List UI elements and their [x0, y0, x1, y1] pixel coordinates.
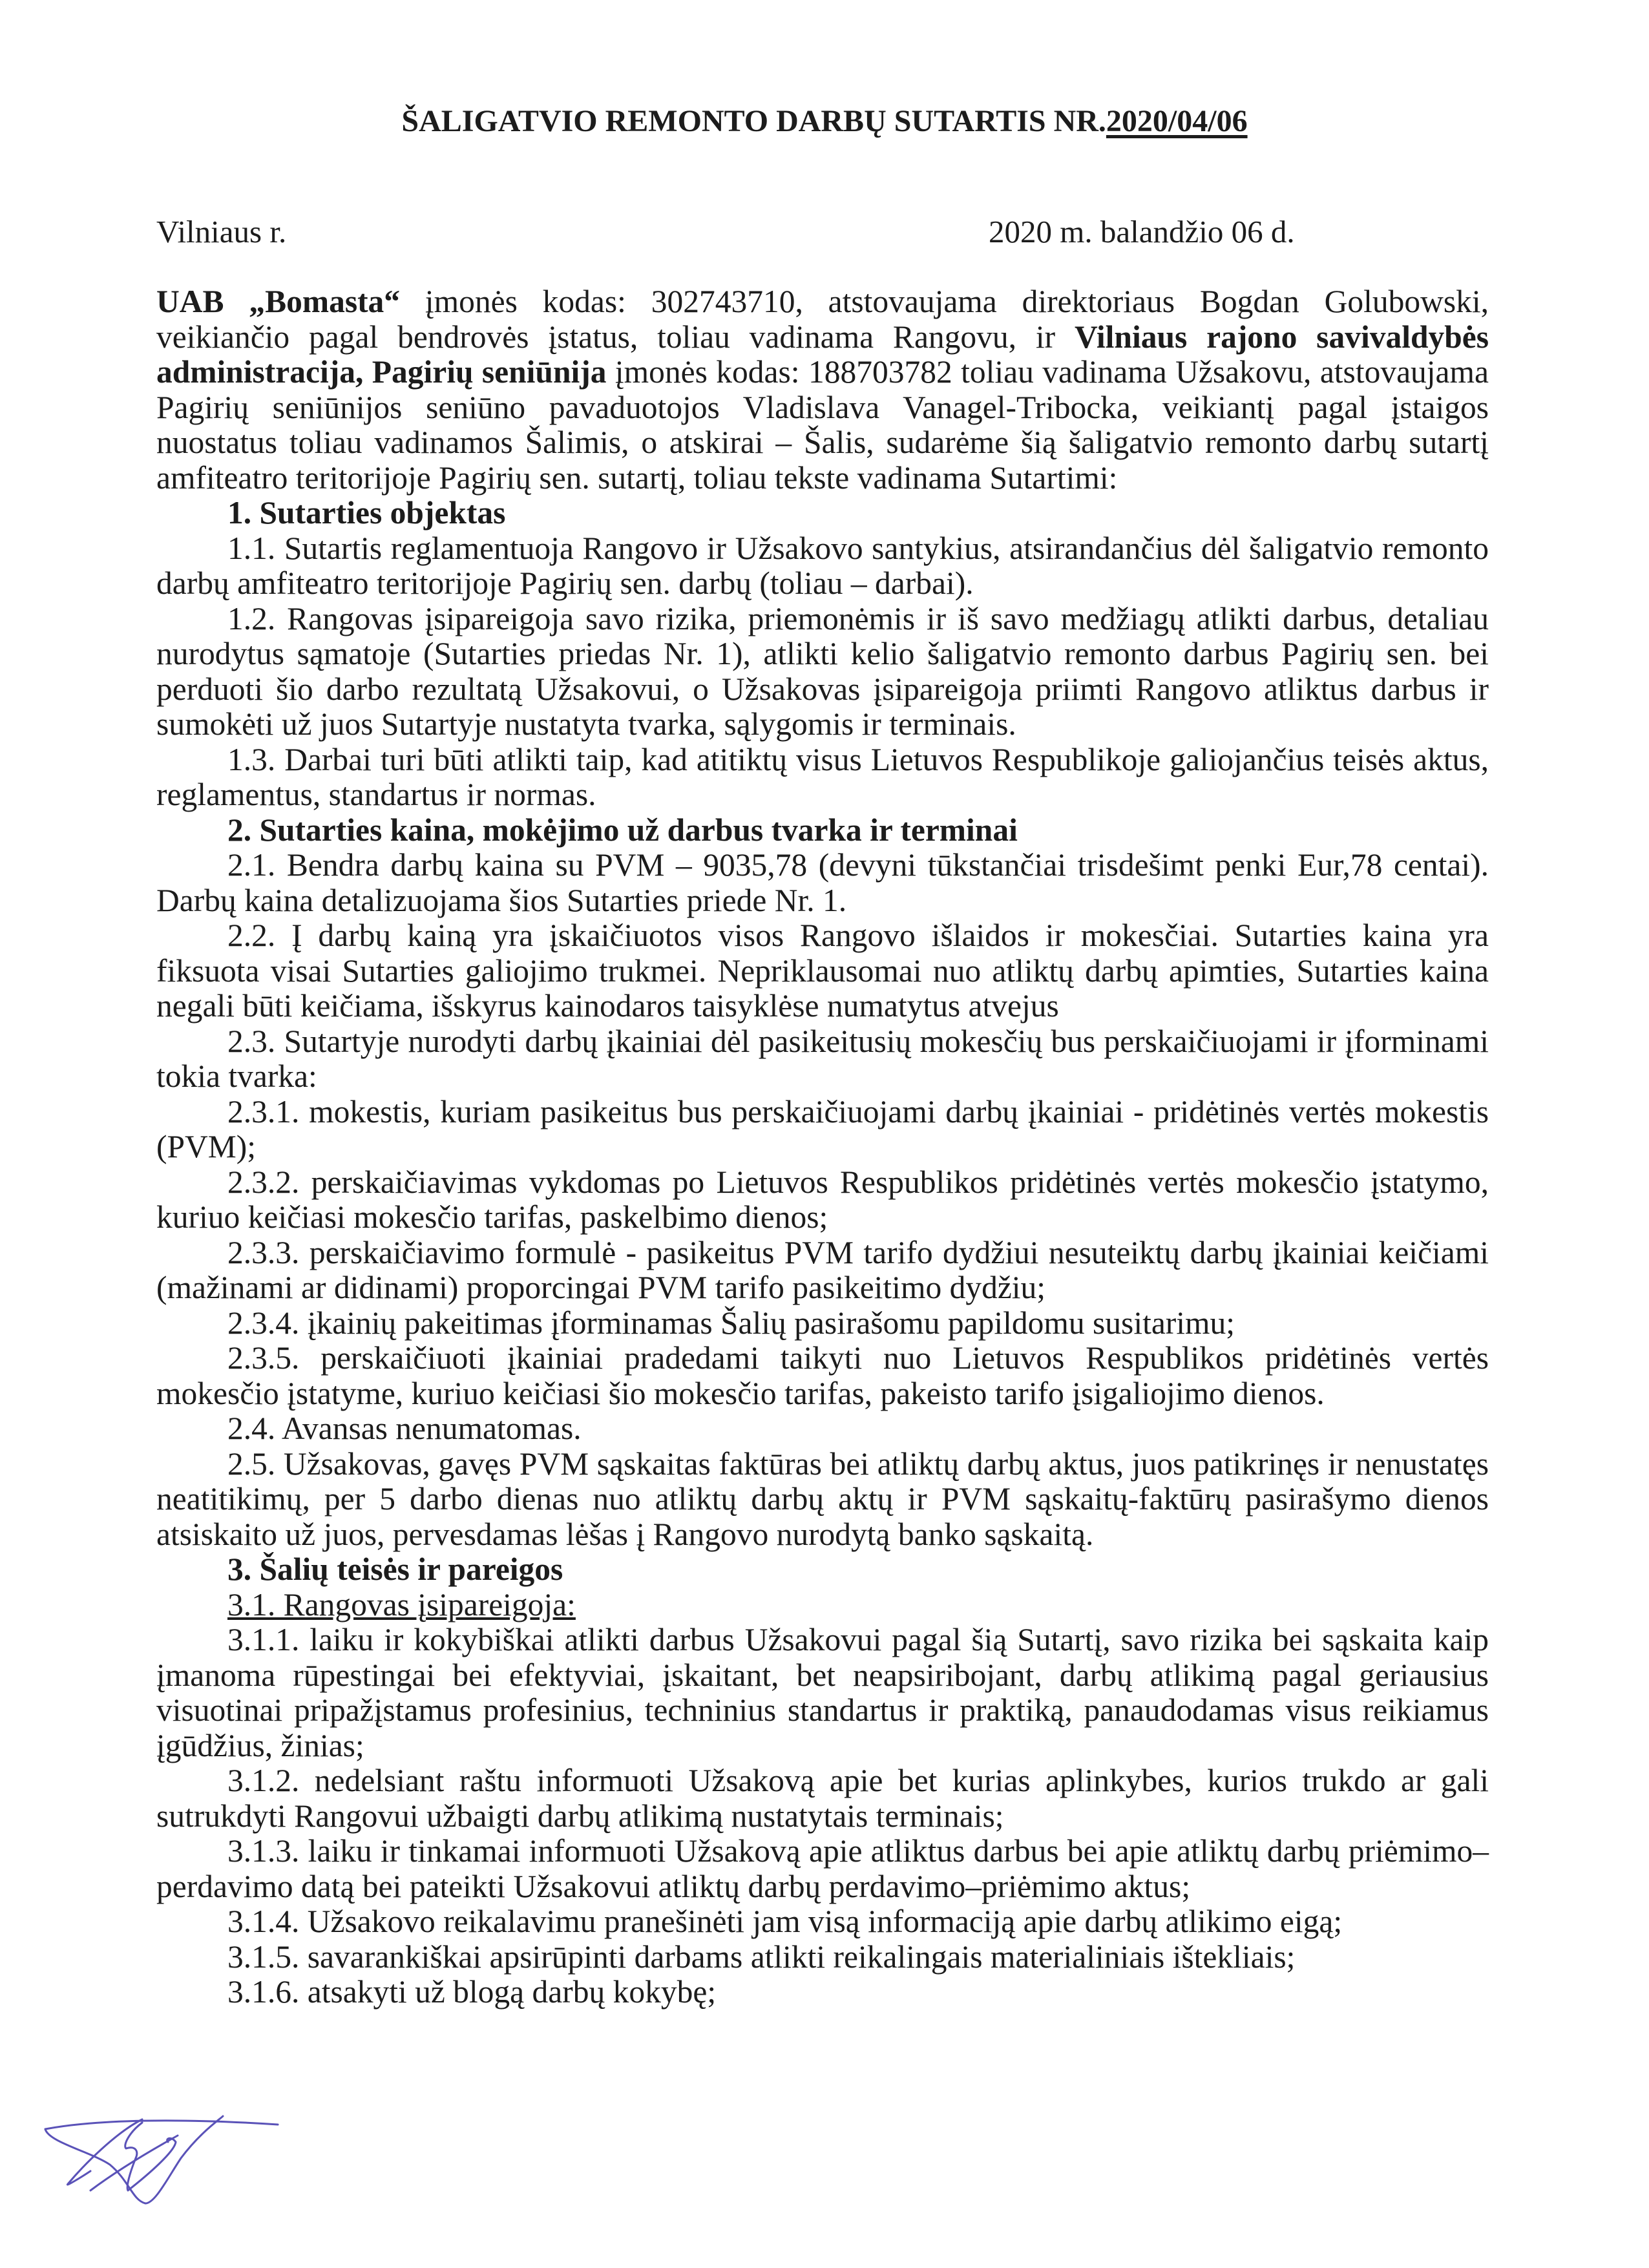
clause-paragraph: 2.3.1. mokestis, kuriam pasikeitus bus perskaičiuojami darbų įkainiai - pridėtinės vertės mokestis (PVM); [156, 1093, 1489, 1164]
clause-paragraph: 2.3.3. perskaičiavimo formulė - pasikeitus PVM tarifo dydžiui nesuteiktų darbų įkainiai keičiami (mažinami ar didinami) proporcingai PVM tarifo pasikeitimo dydžiu; [156, 1234, 1489, 1305]
clause-paragraph: 3.1.1. laiku ir kokybiškai atlikti darbus Užsakovui pagal šią Sutartį, savo rizika bei sąskaita kaip įmanoma rūpestingai bei efektyviai, įskaitant, bet neapsiribojant, darbų atlikimą pagal geriausius visuotinai pripažįstamus profesinius, techninius standartus ir praktiką, panaudodamas visus reikiamus įgūdžius, žinias; [156, 1622, 1489, 1763]
clause-paragraph: 1.1. Sutartis reglamentuoja Rangovo ir Užsakovo santykius, atsirandančius dėl šaligatvio remonto darbų amfiteatro teritorijoje Pagirių sen. darbų (toliau – darbai). [156, 530, 1489, 601]
clause-paragraph: 2.2. Į darbų kainą yra įskaičiuotos visos Rangovo išlaidos ir mokesčiai. Sutarties kaina yra fiksuota visai Sutarties galiojimo trukmei. Nepriklausomai nuo atliktų darbų apimties, Sutarties kaina negali būti keičiama, išskyrus kainodaros taisyklėse numatytus atvejus [156, 918, 1489, 1024]
section-heading: 1. Sutarties objektas [227, 495, 506, 530]
intro-text: įmonės kodas: 302743710, atstovaujama direktoriaus Bogdan Golubowski, veikiančio pagal bendrovės įstatus, toliau vadinama Rangovu, ir [156, 284, 1489, 355]
clause-paragraph: 2.1. Bendra darbų kaina su PVM – 9035,78 (devyni tūkstančiai trisdešimt penki Eur,78 centai). Darbų kaina detalizuojama šios Sutarties priede Nr. 1. [156, 847, 1489, 918]
clause-paragraph: 2.4. Avansas nenumatomas. [227, 1411, 582, 1446]
clause-paragraph: 3.1.3. laiku ir tinkamai informuoti Užsakovą apie atliktus darbus bei apie atliktų darbų priėmimo–perdavimo datą bei pateikti Užsakovui atliktų darbų perdavimo–priėmimo aktus; [156, 1833, 1489, 1904]
contractor-name: UAB „Bomasta“ [156, 284, 401, 319]
section-heading: 2. Sutarties kaina, mokėjimo už darbus tvarka ir terminai [227, 812, 1018, 848]
clause-paragraph: 2.5. Užsakovas, gavęs PVM sąskaitas faktūras bei atliktų darbų aktus, juos patikrinęs ir nenustatęs neatitikimų, per 5 darbo dienas nuo atliktų darbų aktų ir PVM sąskaitų-faktūrų pasirašymo dienos atsiskaito už juos, pervesdamas lėšas į Rangovo nurodytą banko sąskaitą. [156, 1445, 1489, 1552]
place: Vilniaus r. [156, 214, 287, 249]
clause-paragraph: 1.3. Darbai turi būti atlikti taip, kad atitiktų visus Lietuvos Respublikoje galiojančius teisės aktus, reglamentus, standartus ir normas. [156, 741, 1489, 812]
document-body [156, 284, 1489, 2010]
handwritten-signature [19, 2113, 291, 2216]
title-text: ŠALIGATVIO REMONTO DARBŲ SUTARTIS NR. [401, 104, 1106, 138]
clause-paragraph: 1.2. Rangovas įsipareigoja savo rizika, priemonėmis ir iš savo medžiagų atlikti darbus, detaliau nurodytus sąmatoje (Sutarties priedas Nr. 1), atlikti kelio šaligatvio remonto darbus Pagirių sen. bei perduoti šio darbo rezultatą Užsakovui, o Užsakovas įsipareigoja priimti Rangovo atliktus darbus ir sumokėti už juos Sutartyje nustatyta tvarka, sąlygomis ir terminais. [156, 600, 1489, 742]
section-heading: 3. Šalių teisės ir pareigos [227, 1551, 563, 1587]
clause-paragraph: 3.1.4. Užsakovo reikalavimu pranešinėti jam visą informaciją apie darbų atlikimo eigą; [227, 1904, 1343, 1939]
intro-paragraph [156, 284, 1489, 496]
clause-paragraph: 3.1.2. nedelsiant raštu informuoti Užsakovą apie bet kurias aplinkybes, kurios trukdo ar gali sutrukdyti Rangovui užbaigti darbų atlikimą nustatytais terminais; [156, 1763, 1489, 1834]
clause-paragraph: 3.1.6. atsakyti už blogą darbų kokybę; [227, 1974, 717, 2010]
client-name: Vilniaus rajono savivaldybės administracija, Pagirių seniūnija [156, 319, 1489, 390]
clause-paragraph: 3.1.5. savarankiškai apsirūpinti darbams atlikti reikalingais materialiniais ištekliais; [227, 1938, 1296, 1975]
clause-paragraph: 2.3. Sutartyje nurodyti darbų įkainiai dėl pasikeitusių mokesčių bus perskaičiuojami ir įforminami tokia tvarka: [156, 1023, 1489, 1094]
clause-paragraph: 2.3.4. įkainių pakeitimas įforminamas Šalių pasirašomu papildomu susitarimu; [227, 1305, 1235, 1341]
date: 2020 m. balandžio 06 d. [989, 214, 1295, 249]
clause-paragraph: 2.3.2. perskaičiavimas vykdomas po Lietuvos Respublikos pridėtinės vertės mokesčio įstatymo, kuriuo keičiasi mokesčio tarifas, paskelbimo dienos; [156, 1164, 1489, 1235]
contract-number: 2020/04/06 [1106, 104, 1248, 138]
document-title [0, 103, 1649, 139]
clause-paragraph: 2.3.5. perskaičiuoti įkainiai pradedami taikyti nuo Lietuvos Respublikos pridėtinės vertės mokesčio įstatyme, kuriuo keičiasi šio mokesčio tarifas, pakeisto tarifo įsigaliojimo dienos. [156, 1340, 1489, 1411]
subsection-heading: 3.1. Rangovas įsipareigoja: [227, 1586, 576, 1622]
intro-text: įmonės kodas: 188703782 toliau vadinama Užsakovu, atstovaujama Pagirių seniūnijos seniūno pavaduotojos Vladislava Vanagel-Tribocka, veikiantį pagal įstaigos nuostatus toliau vadinamos Šalimis, o atskirai – Šalis, sudarėme šią šaligatvio remonto darbų sutartį amfiteatro teritorijoje Pagirių sen. sutartį, toliau tekste vadinama Sutartimi: [156, 354, 1489, 496]
